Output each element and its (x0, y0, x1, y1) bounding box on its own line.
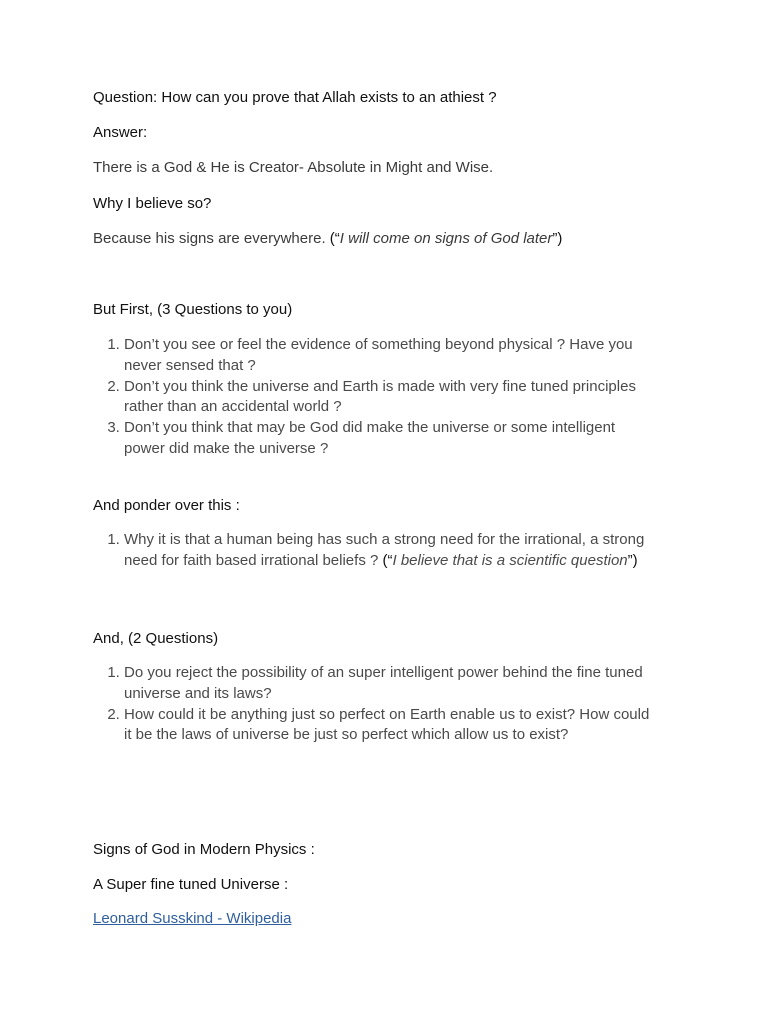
because-text: Because his signs are everywhere. (93, 230, 330, 247)
because-open-quote: (“ (329, 230, 340, 247)
ponder-open-quote: (“ (382, 551, 393, 569)
list-item: 3. Don’t you think that may be God did make the universe or some intelligent power did make the universe ? (124, 418, 653, 460)
ponder-item-text: Why it is that a human being has such a strong need for the irrational, a strong need for faith based irrational beliefs ? (124, 531, 645, 569)
list-item (124, 530, 653, 572)
first-questions-heading: But First, (3 Questions to you) (93, 301, 293, 318)
wikipedia-link[interactable]: Leonard Susskind - Wikipedia (93, 910, 292, 927)
first-questions-list (93, 335, 653, 460)
list-item: 2. Don’t you think the universe and Earth is made with very fine tuned principles rather than an accidental world ? (124, 377, 653, 419)
list-item: 2. How could it be anything just so perfect on Earth enable us to exist? How could it be the laws of universe be just so perfect which allow us to exist? (124, 705, 653, 747)
list-item: 1. Do you reject the possibility of an super intelligent power behind the fine tuned universe and its laws? (124, 663, 653, 705)
two-questions-list (93, 663, 653, 746)
signs-heading: Signs of God in Modern Physics : (93, 841, 315, 858)
list-item: 1. Don’t you see or feel the evidence of something beyond physical ? Have you never sensed that ? (124, 335, 653, 377)
answer-text: There is a God & He is Creator- Absolute in Might and Wise. (93, 159, 494, 176)
ponder-list (93, 530, 653, 572)
because-close-quote: ”) (552, 230, 563, 247)
ponder-close-quote: ”) (627, 551, 638, 569)
ponder-heading: And ponder over this : (93, 497, 240, 514)
ponder-italic-text: I believe that is a scientific question (392, 551, 628, 569)
because-paragraph (93, 229, 562, 249)
two-questions-heading: And, (2 Questions) (93, 630, 219, 647)
answer-label: Answer: (93, 124, 148, 141)
question-heading: Question: How can you prove that Allah exists to an athiest ? (93, 89, 497, 106)
fine-tuned-heading: A Super fine tuned Universe : (93, 876, 289, 893)
because-italic-text: I will come on signs of God later (339, 230, 553, 247)
why-heading: Why I believe so? (93, 195, 212, 212)
